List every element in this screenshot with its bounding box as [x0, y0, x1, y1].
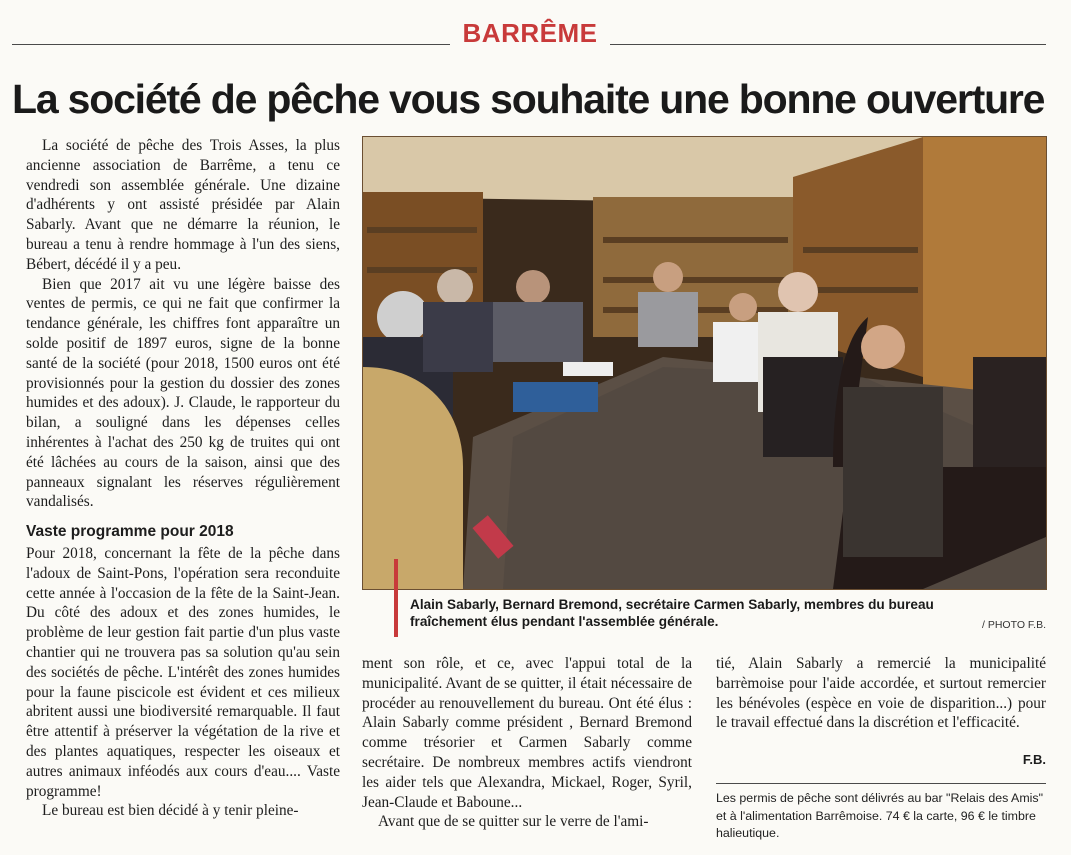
paragraph: tié, Alain Sabarly a remercié la municipalité barrèmoise pour l'aide accordée, et surtout remercier les bénévoles (espèce en voie de disparition...) pour le travail effectué dans la discrétion et l'efficacité. — [716, 655, 1046, 732]
paragraph: Avant que de se quitter sur le verre de l'ami- — [378, 813, 649, 831]
article-photo — [362, 136, 1047, 590]
header-rule-right — [610, 44, 1046, 45]
info-box: Les permis de pêche sont délivrés au bar "Relais des Amis" et à l'alimentation Barrêmoise. 74 € la carte, 96 € le timbre halieutique. — [716, 791, 1043, 840]
paragraph: Bien que 2017 ait vu une légère baisse des ventes de permis, ce qui ne fait que confirmer la tendance générale, les chiffres font apparaître un solde positif de 1897 euros, signe de la bonne santé de la société (pour 2018, 1500 euros ont été provisionnés pour la gestion du dossier des zones humides et des adoux). J. Claude, le rapporteur du bilan, a souligné dans les dépenses celles inhérentes à l'achat des 250 kg de truites qui ont été lâchées au cours de la saison, ainsi que des panneaux signalant les réserves régulièrement vandalisés. — [26, 275, 340, 511]
paragraph: Pour 2018, concernant la fête de la pêche dans l'adoux de Saint-Pons, l'opération sera reconduite cette année à l'occasion de la fête de la Saint-Jean. Du côté des adoux et des zones humides, le problème de leur gestion fait partie d'un plus vaste chantier qui ne trouvera pas sa solution qu'au sein des sociétés de pêche. L'intérêt des zones humides pour la faune piscicole est évident et ces milieux abritent aussi une biodiversité remarquable. Il faut être attentif à préserver la végétation de la rive et des plantes aquatiques, respecter les oiseaux et autres animaux inféodés aux cours d'eau.... Vaste programme! — [26, 544, 340, 800]
paragraph: ment son rôle, et ce, avec l'appui total de la municipalité. Avant de se quitter, il était nécessaire de procéder au renouvellement du bureau. Ont été élus : Alain Sabarly comme président , Bernard Bremond comme trésorier et Carmen Sabarly comme secrétaire. De nombreux membres actifs viendront les aider tels que Alexandra, Mickael, Roger, Syril, Jean-Claude et Baboune... — [362, 655, 692, 811]
photo-credit: / PHOTO F.B. — [982, 619, 1046, 631]
paragraph: La société de pêche des Trois Asses, la plus ancienne association de Barrême, a tenu ce vendredi son assemblée générale. Une dizaine d'adhérents y ont assisté présidée par Alain Sabarly. Avant que ne démarre la réunion, le bureau a tenu à rendre hommage à l'un des siens, Bébert, décédé il y a peu. — [26, 137, 340, 273]
article-column-3 — [716, 654, 1046, 733]
article-column-1 — [26, 136, 340, 821]
section-label: BARRÊME — [462, 18, 598, 48]
photo-caption: Alain Sabarly, Bernard Bremond, secrétaire Carmen Sabarly, membres du bureau fraîchement élus pendant l'assemblée générale. — [410, 597, 934, 629]
header-rule-left — [12, 44, 450, 45]
subheading: Vaste programme pour 2018 — [26, 523, 234, 541]
author-signature: F.B. — [1022, 752, 1046, 767]
caption-accent-bar — [394, 559, 398, 637]
paragraph: Le bureau est bien décidé à y tenir pleine- — [42, 802, 299, 820]
info-box-rule — [716, 783, 1046, 784]
headline: La société de pêche vous souhaite une bonne ouverture — [12, 76, 1045, 122]
article-column-2 — [362, 654, 692, 832]
